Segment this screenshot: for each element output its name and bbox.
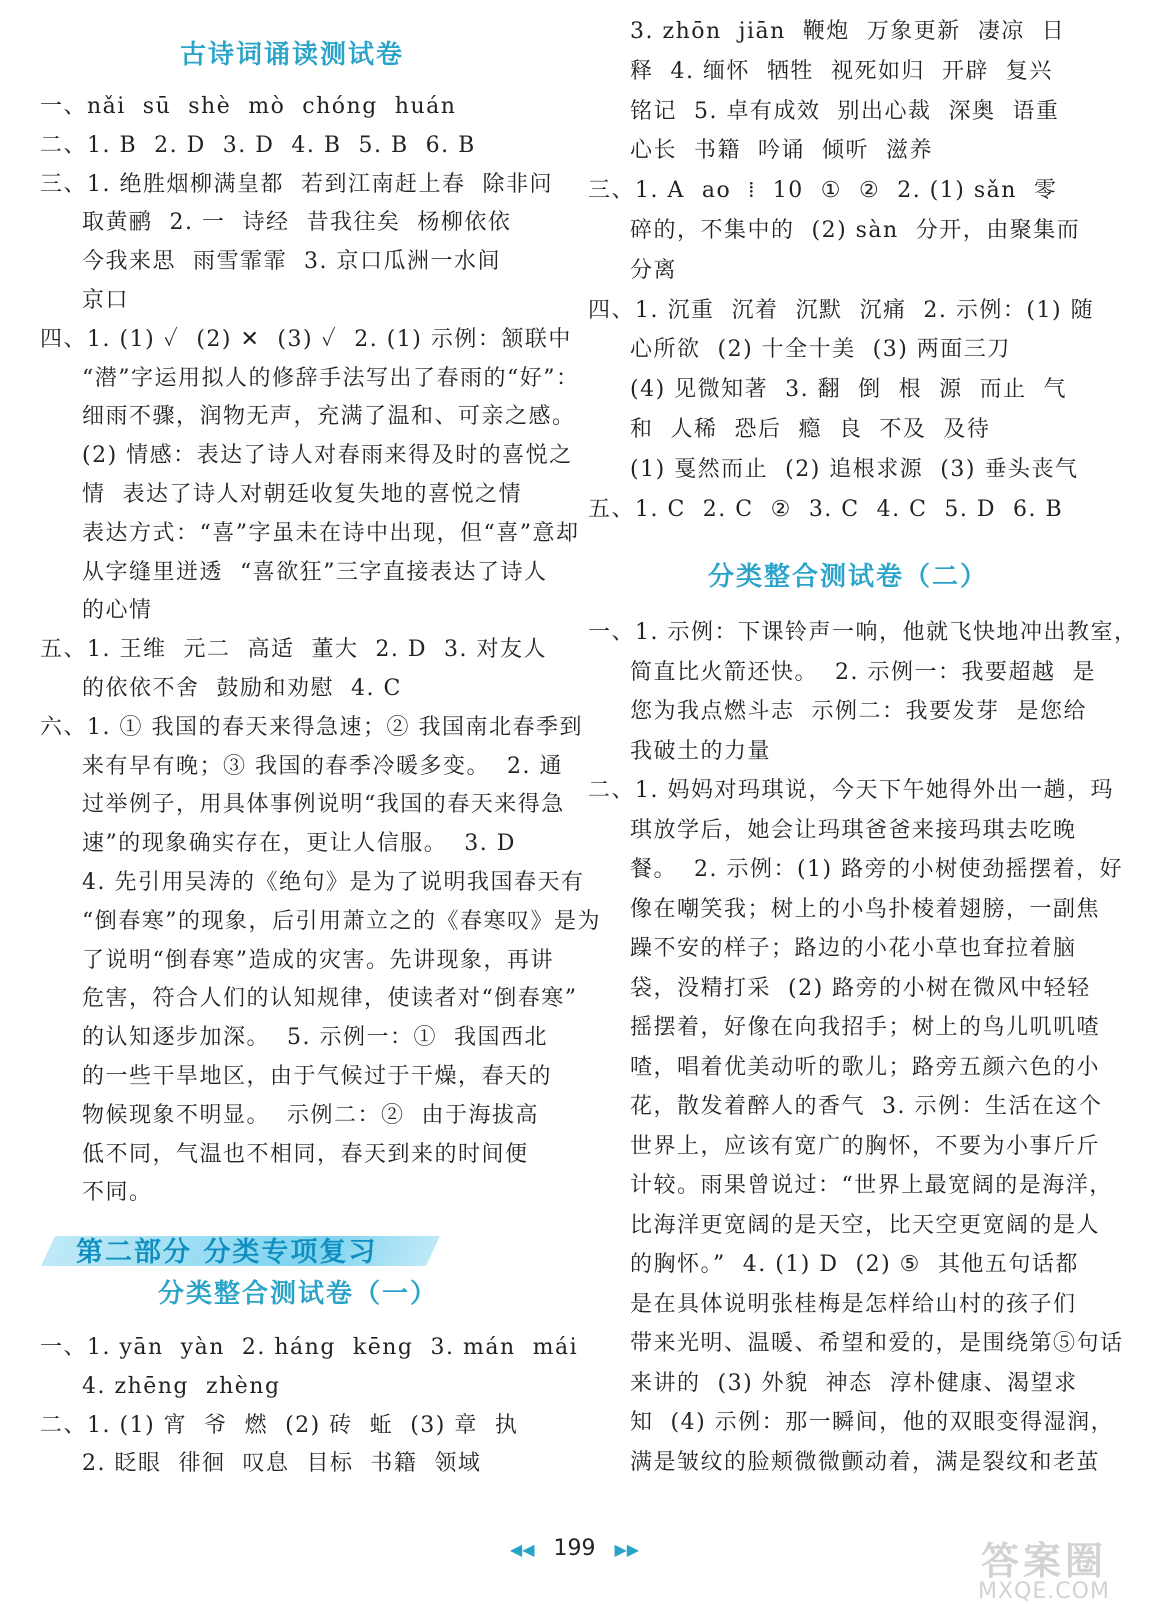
answer-line: 您为我点燃斗志 示例二：我要发芽 是您给 — [630, 699, 1087, 724]
answer-line: 琪放学后，她会让玛琪爸爸来接玛琪去吃晚 — [630, 817, 1077, 843]
answer-line: 袋，没精打采 (2) 路旁的小树在微风中轻轻 — [630, 975, 1091, 1001]
answer-line: 是在具体说明张桂梅是怎样给山村的孩子们 — [630, 1291, 1077, 1317]
answer-line: 表达方式：“喜”字虽未在诗中出现，但“喜”意却 — [82, 520, 580, 546]
answer-line: 喳，唱着优美动听的歌儿；路旁五颜六色的小 — [630, 1054, 1101, 1080]
answer-line: 碎的，不集中的 (2) sàn 分开，由聚集而 — [630, 218, 1081, 243]
section-title: 分类整合测试卷（一） — [158, 1279, 439, 1309]
answer-line: 二、1. B 2. D 3. D 4. B 5. B 6. B — [40, 132, 476, 158]
answer-line: “倒春寒”的现象，后引用萧立之的《春寒叹》是为 — [82, 908, 601, 934]
answer-line: 五、1. C 2. C ② 3. C 4. C 5. D 6. B — [588, 496, 1064, 522]
answer-line: 来讲的 (3) 外貌 神态 淳朴健康、渴望求 — [630, 1370, 1078, 1396]
answer-line: 心长 书籍 吟诵 倾听 滋养 — [630, 138, 933, 164]
section-title: 分类整合测试卷（二） — [708, 562, 989, 592]
banner-title: 第二部分 分类专项复习 — [76, 1237, 378, 1268]
watermark-logo: 答案圈 — [980, 1539, 1107, 1583]
answer-line: 一、1. 示例：下课铃声一响，他就飞快地冲出教室， — [588, 620, 1138, 645]
answer-line: 过举例子，用具体事例说明“我国的春天来得急 — [82, 792, 565, 818]
answer-line: 像在嘲笑我；树上的小鸟扑棱着翅膀，一副焦 — [630, 896, 1101, 922]
answer-line: 的一些干旱地区，由于气候过于干燥，春天的 — [82, 1064, 553, 1089]
answer-line: 的认知逐步加深。 5. 示例一：① 我国西北 — [82, 1025, 548, 1051]
answer-line: 满是皱纹的脸颊微微颤动着，满是裂纹和老茧 — [630, 1449, 1101, 1475]
answer-line: 低不同，气温也不相同，春天到来的时间便 — [82, 1141, 529, 1167]
answer-line: 带来光明、温暖、希望和爱的，是围绕第⑤句话 — [630, 1331, 1124, 1356]
answer-line: (2) 情感：表达了诗人对春雨来得及时的喜悦之 — [82, 443, 573, 469]
answer-line: 花，散发着醉人的香气 3. 示例：生活在这个 — [630, 1094, 1103, 1119]
answer-line: 2. 眨眼 徘徊 叹息 目标 书籍 领域 — [82, 1451, 482, 1477]
answer-line: 简直比火箭还快。 2. 示例一：我要超越 是 — [630, 659, 1096, 685]
answer-line: (4) 见微知著 3. 翻 倒 根 源 而止 气 — [630, 377, 1068, 403]
answer-line: 的胸怀。” 4. (1) D (2) ⑤ 其他五句话都 — [630, 1252, 1079, 1277]
answer-line: 释 4. 缅怀 牺牲 视死如归 开辟 复兴 — [630, 58, 1053, 84]
next-arrows-icon: ▶▶ — [614, 1540, 640, 1559]
answer-line: 4. zhēng zhèng — [82, 1373, 281, 1399]
answer-line: 京口 — [82, 288, 130, 313]
answer-line: 从字缝里迸透 “喜欲狂”三字直接表达了诗人 — [82, 559, 548, 585]
answer-line: 情 表达了诗人对朝廷收复失地的喜悦之情 — [82, 482, 522, 507]
answer-line: 二、1. 妈妈对玛琪说，今天下午她得外出一趟，玛 — [588, 778, 1114, 803]
answer-line: 分离 — [630, 257, 678, 283]
page-footer — [0, 1536, 1149, 1561]
page-number: 199 — [553, 1536, 596, 1561]
answer-line: 三、1. A ao ⁞ 10 ① ② 2. (1) sǎn 零 — [588, 178, 1058, 204]
answer-line: (1) 戛然而止 (2) 追根求源 (3) 垂头丧气 — [630, 456, 1079, 482]
answer-line: “潜”字运用拟人的修辞手法写出了春雨的“好”： — [82, 365, 580, 391]
answer-line: 四、1. (1) ✓ (2) ✕ (3) ✓ 2. (1) 示例：颔联中 — [40, 326, 572, 352]
answer-line: 危害，符合人们的认知规律，使读者对“倒春寒” — [82, 986, 578, 1012]
answer-line: 世界上，应该有宽广的胸怀，不要为小事斤斤 — [630, 1133, 1101, 1159]
answer-line: 铭记 5. 卓有成效 别出心裁 深奥 语重 — [630, 98, 1060, 124]
answer-line: 三、1. 绝胜烟柳满皇都 若到江南赶上春 除非问 — [40, 171, 553, 197]
part-banner — [48, 1228, 433, 1272]
watermark — [978, 1530, 1110, 1604]
answer-line: 知 (4) 示例：那一瞬间，他的双眼变得湿润， — [630, 1410, 1115, 1435]
answer-line: 计较。雨果曾说过：“世界上最宽阔的是海洋， — [630, 1173, 1113, 1198]
answer-line: 二、1. (1) 宵 爷 燃 (2) 砖 蚯 (3) 章 执 — [40, 1412, 519, 1438]
answer-line: 的心情 — [82, 598, 153, 624]
answer-line: 一、nǎi sū shè mò chóng huán — [40, 94, 457, 119]
answer-line: 速”的现象确实存在，更让人信服。 3. D — [82, 831, 516, 857]
answer-line: 摇摆着，好像在向我招手；树上的鸟儿叽叽喳 — [630, 1015, 1101, 1040]
answer-line: 比海洋更宽阔的是天空，比天空更宽阔的是人 — [630, 1212, 1101, 1238]
answer-line: 躁不安的样子；路边的小花小草也耷拉着脑 — [630, 936, 1077, 961]
answer-line: 四、1. 沉重 沉着 沉默 沉痛 2. 示例：(1) 随 — [588, 297, 1095, 323]
answer-line: 的依依不舍 鼓励和劝慰 4. C — [82, 676, 402, 701]
answer-line: 取黄鹂 2. 一 诗经 昔我往矣 杨柳依依 — [82, 210, 512, 236]
answer-line: 物候现象不明显。 示例二：② 由于海拔高 — [82, 1102, 539, 1128]
section-title: 古诗词诵读测试卷 — [180, 40, 405, 70]
answer-line: 不同。 — [82, 1180, 153, 1206]
answer-line: 餐。 2. 示例：(1) 路旁的小树使劲摇摆着，好 — [630, 857, 1124, 882]
answer-line: 一、1. yān yàn 2. háng kēng 3. mán mái — [40, 1335, 579, 1360]
answer-line: 心所欲 (2) 十全十美 (3) 两面三刀 — [630, 337, 1011, 363]
answer-line: 细雨不骤，润物无声，充满了温和、可亲之感。 — [82, 404, 576, 430]
answer-line: 我破土的力量 — [630, 738, 772, 764]
answer-line: 4. 先引用吴涛的《绝句》是为了说明我国春天有 — [82, 870, 585, 895]
answer-line: 来有早有晚；③ 我国的春季冷暖多变。 2. 通 — [82, 753, 563, 779]
watermark-site: MXQE.COM — [978, 1579, 1110, 1604]
answer-line: 五、1. 王维 元二 高适 董大 2. D 3. 对友人 — [40, 637, 548, 663]
answer-line: 和 人稀 恐后 瘾 良 不及 及待 — [630, 417, 991, 442]
answer-line: 了说明“倒春寒”造成的灾害。先讲现象，再讲 — [82, 947, 554, 973]
prev-arrows-icon: ◀◀ — [509, 1540, 535, 1559]
answer-line: 3. zhōn jiān 鞭炮 万象更新 凄凉 日 — [630, 19, 1066, 44]
answer-line: 今我来思 雨雪霏霏 3. 京口瓜洲一水间 — [82, 249, 501, 275]
answer-line: 六、1. ① 我国的春天来得急速；② 我国南北春季到 — [40, 714, 583, 740]
